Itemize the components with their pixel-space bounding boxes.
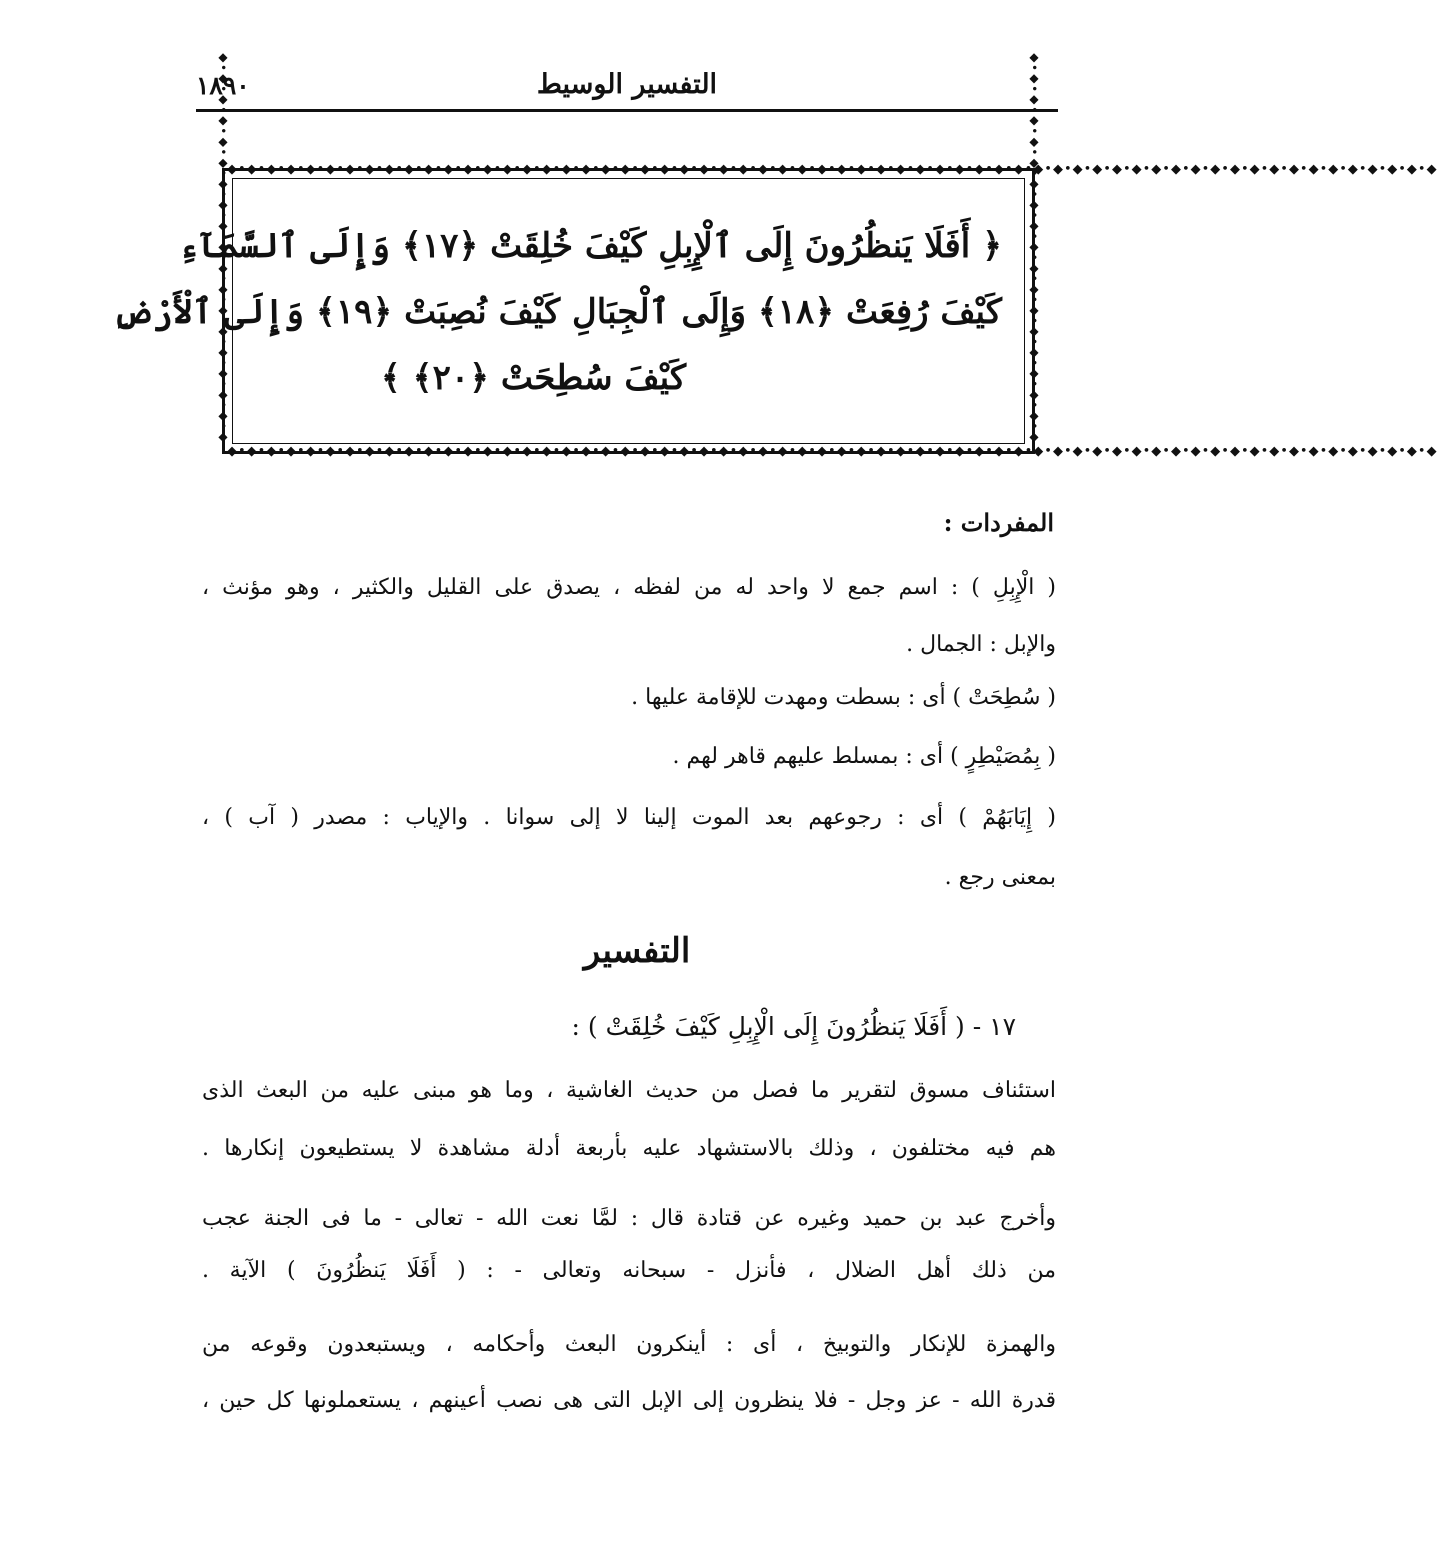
left-ornament-border: ◆•◆•◆•◆•◆•◆•◆•◆•◆•◆•◆•◆•◆•◆•◆•◆•◆•◆•◆ [216,49,230,443]
page-number: ١٨٩٠ [196,71,250,100]
right-ornament-border: ◆•◆•◆•◆•◆•◆•◆•◆•◆•◆•◆•◆•◆•◆•◆•◆•◆•◆•◆ [1027,49,1041,443]
header-rule [196,109,1058,112]
verse-commentary-heading: ١٧ - ( أَفَلَا يَنظُرُونَ إِلَى الْإِبِلِ كَيْفَ خُلِقَتْ ) : [571,1012,1016,1041]
verse-line-3: كَيْفَ سُطِحَتْ ﴿٢٠﴾ ﴾ [380,358,687,398]
commentary-paragraph-line: هم فيه مختلفون ، وذلك بالاستشهاد عليه بأربعة أدلة مشاهدة لا يستطيعون إنكارها . [202,1136,1056,1161]
bottom-ornament-border: ◆•◆•◆•◆•◆•◆•◆•◆•◆•◆•◆•◆•◆•◆•◆•◆•◆•◆•◆•◆•◆•◆•◆•◆•◆•◆•◆•◆•◆•◆•◆•◆•◆•◆•◆•◆•◆•◆•◆•◆•◆•◆•◆•◆•◆•◆•◆•◆•◆•◆•◆•◆•◆•◆•◆•◆•◆•◆•◆•◆•◆•◆ [227,444,1438,459]
vocabulary-entry: ( الْإِبِلِ ) : اسم جمع لا واحد له من لفظه ، يصدق على القليل والكثير ، وهو مؤنث ، [202,575,1056,600]
top-ornament-border: ◆•◆•◆•◆•◆•◆•◆•◆•◆•◆•◆•◆•◆•◆•◆•◆•◆•◆•◆•◆•◆•◆•◆•◆•◆•◆•◆•◆•◆•◆•◆•◆•◆•◆•◆•◆•◆•◆•◆•◆•◆•◆•◆•◆•◆•◆•◆•◆•◆•◆•◆•◆•◆•◆•◆•◆•◆•◆•◆•◆•◆•◆ [227,162,1438,177]
vocabulary-entry: ( بِمُصَيْطِرٍ ) أى : بمسلط عليهم قاهر لهم . [672,744,1056,769]
vocabulary-entry-continuation: والإبل : الجمال . [906,632,1056,657]
vocabulary-entry: ( إِيَابَهُمْ ) أى : رجوعهم بعد الموت إلينا لا إلى سوانا . والإياب : مصدر ( آب ) ، [202,805,1056,830]
commentary-paragraph-line: وأخرج عبد بن حميد وغيره عن قتادة قال : لمَّا نعت الله - تعالى - ما فى الجنة عجب [202,1206,1056,1231]
commentary-heading: التفسير [583,931,691,971]
commentary-paragraph-line: من ذلك أهل الضلال ، فأنزل - سبحانه وتعالى - : ( أَفَلَا يَنظُرُونَ ) الآية . [202,1258,1056,1283]
commentary-paragraph-line: والهمزة للإنكار والتوبيخ ، أى : أينكرون البعث وأحكامه ، ويستبعدون وقوعه من [202,1332,1056,1357]
vocabulary-entry-continuation: بمعنى رجع . [944,865,1056,890]
commentary-paragraph-line: استئناف مسوق لتقرير ما فصل من حديث الغاشية ، وما هو مبنى عليه من البعث الذى [202,1078,1056,1103]
vocabulary-heading: المفردات : [943,508,1054,537]
quran-verse-text [112,213,1002,411]
verse-line-1: ﴿ أَفَلَا يَنظُرُونَ إِلَى ٱلْإِبِلِ كَيْفَ خُلِقَتْ ﴿١٧﴾ وَإِلَى ٱلسَّمَآءِ [179,226,1002,266]
verse-line-2: كَيْفَ رُفِعَتْ ﴿١٨﴾ وَإِلَى ٱلْجِبَالِ كَيْفَ نُصِبَتْ ﴿١٩﴾ وَإِلَى ٱلْأَرْضِ [112,292,1002,332]
book-title: التفسير الوسيط [536,69,718,100]
running-header [196,62,1058,114]
commentary-paragraph-line: قدرة الله - عز وجل - فلا ينظرون إلى الإبل التى هى نصب أعينهم ، يستعملونها كل حين ، [202,1388,1056,1413]
vocabulary-entry: ( سُطِحَتْ ) أى : بسطت ومهدت للإقامة عليها . [631,685,1056,710]
